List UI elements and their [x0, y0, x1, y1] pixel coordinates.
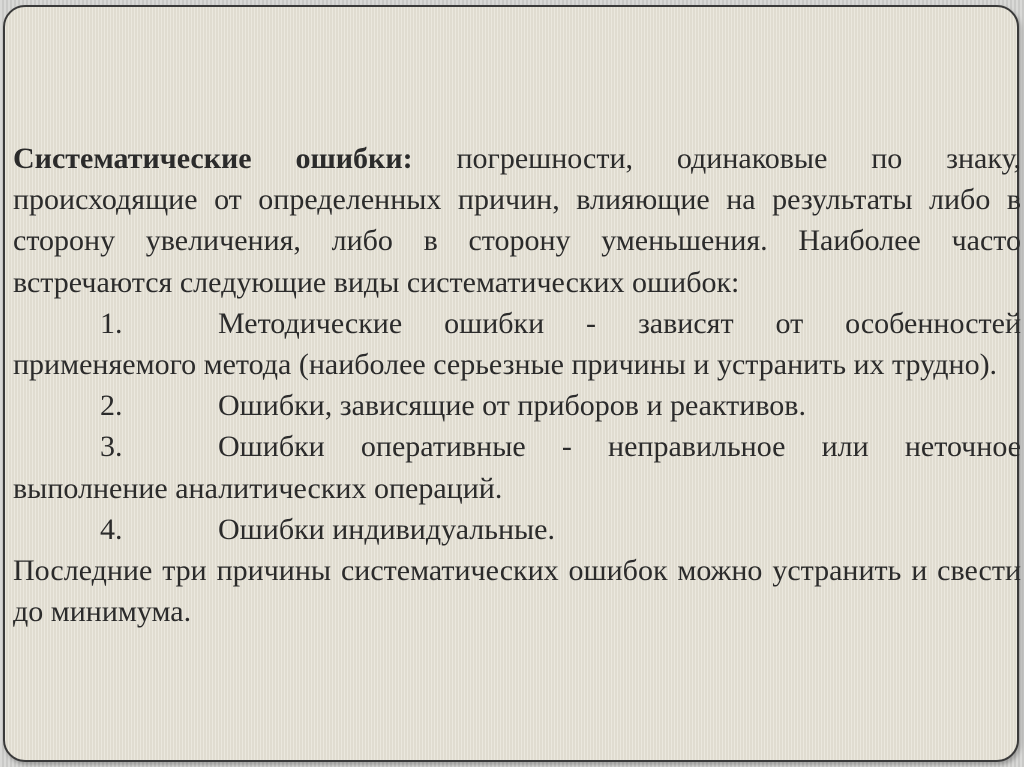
list-item-3 — [13, 426, 1021, 508]
list-number: 4. — [100, 512, 123, 546]
list-text: Ошибки, зависящие от приборов и реактивов. — [218, 389, 806, 423]
list-item-1 — [13, 303, 1021, 385]
list-text: Ошибки оперативные - неправильное или неточное выполнение аналитических операций. — [13, 430, 1021, 505]
list-item-2 — [13, 385, 1021, 426]
slide-panel — [3, 5, 1019, 762]
list-text: Ошибки индивидуальные. — [218, 512, 555, 546]
list-text: Методические ошибки - зависят от особенностей применяемого метода (наиболее серьезные причины и устранить их трудно). — [13, 306, 1021, 382]
slide-text — [13, 138, 1021, 632]
list-number: 2. — [100, 389, 123, 423]
intro-paragraph — [13, 138, 1021, 303]
term-heading: Систематические ошибки: — [13, 142, 413, 175]
list-number: 1. — [100, 306, 123, 340]
list-number: 3. — [100, 430, 123, 464]
intro-text: погрешности, одинаковые по знаку, происходящие от определенных причин, влияющие на результаты либо в сторону увеличения, либо в сторону уменьшения. Наиболее часто встречаются следующие виды систематических ошибок: — [13, 142, 1021, 299]
conclusion-paragraph: Последние три причины систематических ошибок можно устранить и свести до минимума. — [13, 554, 1021, 629]
list-item-4 — [13, 509, 1021, 550]
